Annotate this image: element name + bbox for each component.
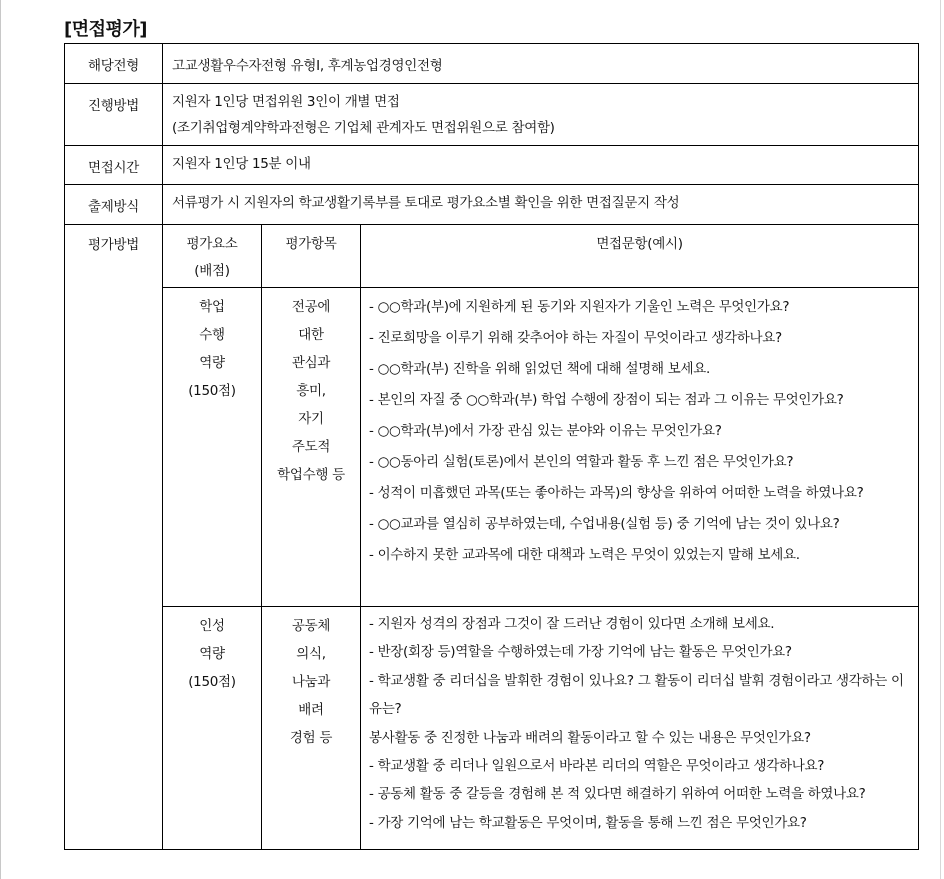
group-element: 인성 역량 (150점) <box>163 607 262 850</box>
header-item: 평가항목 <box>262 225 361 288</box>
question-item: - 가장 기억에 남는 학교활동은 무엇이며, 활동을 통해 느낀 점은 무엇인가요? <box>369 814 807 831</box>
row-value: 지원자 1인당 면접위원 3인이 개별 면접 <box>172 94 400 110</box>
question-item: - 본인의 자질 중 ○○학과(부) 학업 수행에 장점이 되는 점과 그 이유는 무엇인가요? <box>369 392 844 408</box>
question-item: - 학교생활 중 리더십을 발휘한 경험이 있나요? 그 활동이 리더십 발휘 경험이라고 생각하는 이유는? <box>369 672 904 718</box>
eval-label: 평가방법 <box>65 225 163 850</box>
question-item: - ○○학과(부) 진학을 위해 읽었던 책에 대해 설명해 보세요. <box>369 361 710 377</box>
group-element: 학업 수행 역량 (150점) <box>163 288 262 607</box>
question-item: - 진로희망을 이루기 위해 갖추어야 하는 자질이 무엇이라고 생각하나요? <box>369 330 782 346</box>
question-item: - ○○학과(부)에 지원하게 된 동기와 지원자가 기울인 노력은 무엇인가요? <box>369 299 790 315</box>
eval-group-character <box>65 607 919 850</box>
row-target-admission <box>65 44 919 84</box>
group-item: 전공에 대한 관심과 흥미, 자기 주도적 학업수행 등 <box>262 288 361 607</box>
page-edge-left <box>0 0 1 879</box>
eval-group-academic <box>65 288 919 607</box>
question-item: 봉사활동 중 진정한 나눔과 배려의 활동이라고 할 수 있는 내용은 무엇인가요? <box>369 729 811 746</box>
section-title: [면접평가] <box>64 19 148 40</box>
row-label: 출제방식 <box>65 185 163 225</box>
group-questions <box>361 288 919 607</box>
question-item: - ○○동아리 실험(토론)에서 본인의 역할과 활동 후 느낀 점은 무엇인가요? <box>369 454 794 470</box>
row-value: 서류평가 시 지원자의 학교생활기록부를 토대로 평가요소별 확인을 위한 면접질문지 작성 <box>172 195 680 211</box>
question-item: - 학교생활 중 리더나 일원으로서 바라본 리더의 역할은 무엇이라고 생각하나요? <box>369 758 825 775</box>
question-item: - 이수하지 못한 교과목에 대한 대책과 노력은 무엇이 있었는지 말해 보세요. <box>369 547 800 563</box>
group-item: 공동체 의식, 나눔과 배려 경험 등 <box>262 607 361 850</box>
question-item: - ○○교과를 열심히 공부하였는데, 수업내용(실험 등) 중 기억에 남는 것이 있나요? <box>369 516 840 532</box>
question-item: - 반장(회장 등)역할을 수행하였는데 가장 기억에 남는 활동은 무엇인가요? <box>369 644 792 661</box>
eval-header-row <box>65 225 919 288</box>
row-label: 해당전형 <box>65 44 163 84</box>
question-item: - 공동체 활동 중 갈등을 경험해 본 적 있다면 해결하기 위하여 어떠한 노력을 하였나요? <box>369 786 866 803</box>
header-questions: 면접문항(예시) <box>361 225 919 288</box>
row-value: 고교생활우수자전형 유형Ⅰ, 후계농업경영인전형 <box>172 58 443 74</box>
question-item: - 지원자 성격의 장점과 그것이 잘 드러난 경험이 있다면 소개해 보세요. <box>369 616 775 632</box>
header-element-score: (배점) <box>194 263 230 279</box>
row-label: 면접시간 <box>65 146 163 185</box>
row-question-method <box>65 185 919 225</box>
question-item: - ○○학과(부)에서 가장 관심 있는 분야와 이유는 무엇인가요? <box>369 423 722 439</box>
row-value-note: (조기취업형계약학과전형은 기업체 관계자도 면접위원으로 참여함) <box>172 120 555 136</box>
question-item: - 성적이 미흡했던 과목(또는 좋아하는 과목)의 향상을 위하여 어떠한 노력을 하였나요? <box>369 485 864 501</box>
row-interview-time <box>65 146 919 185</box>
row-value: 지원자 1인당 15분 이내 <box>172 156 311 172</box>
header-element: 평가요소 <box>186 236 238 252</box>
interview-table <box>64 43 919 850</box>
page-edge-right <box>940 0 941 879</box>
group-questions <box>361 607 919 850</box>
row-label: 진행방법 <box>65 84 163 146</box>
row-procedure <box>65 84 919 146</box>
